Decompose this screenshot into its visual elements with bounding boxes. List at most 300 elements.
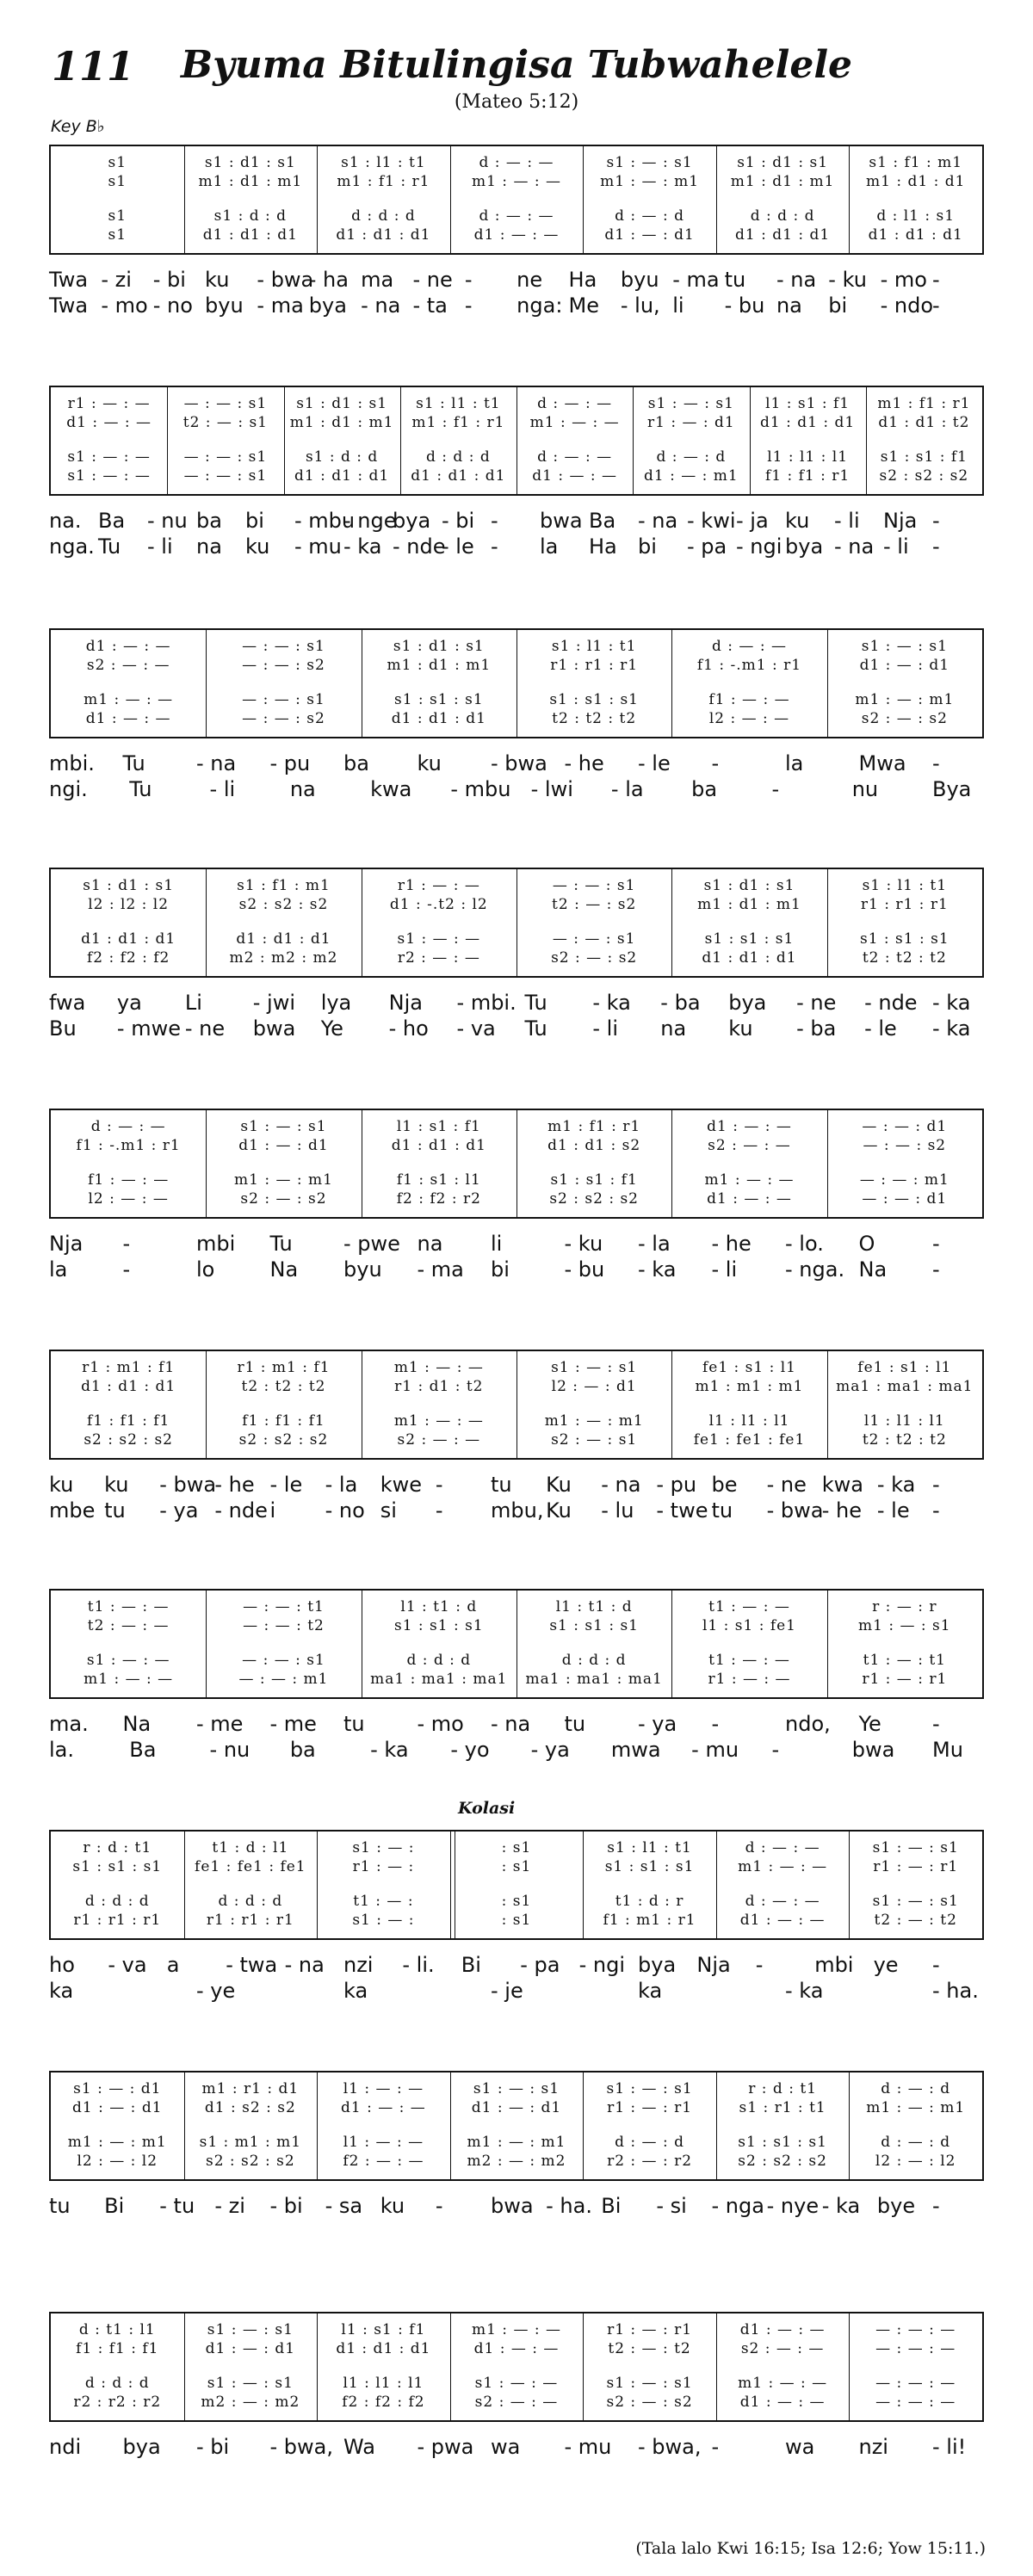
measure — [51, 1591, 206, 1701]
solfa-part: t2 : t2 : t2 — [862, 1431, 947, 1449]
lyric-syllable: - na — [638, 509, 678, 533]
bar-line — [450, 2313, 451, 2420]
solfa-part: — : — : — — [875, 2340, 956, 2357]
solfa-part: d1 : d1 : s2 — [547, 1137, 641, 1154]
lyric-syllable: - bwa — [257, 268, 314, 292]
lyric-syllable: Ba — [589, 509, 616, 533]
lyric-syllable: ku — [49, 1473, 74, 1497]
lyric-syllable: ndo, — [785, 1712, 831, 1736]
lyric-line — [49, 1498, 984, 1523]
solfa-part: m1 : d1 : m1 — [697, 896, 801, 913]
solfa-part: d1 : d1 : d1 — [868, 226, 963, 244]
bar-line — [450, 1832, 451, 1938]
lyric-syllable: be — [711, 1473, 738, 1497]
lyric-syllable: bwa — [252, 1016, 296, 1041]
lyric-syllable: - bwa — [491, 751, 547, 775]
solfa-part: d1 : — : — — [707, 1190, 792, 1208]
lyric-syllable: - — [932, 1232, 940, 1256]
lyric-line — [49, 293, 984, 318]
solfa-part: s1 : — : — — [474, 2375, 559, 2392]
lyric-syllable: Ha — [568, 268, 597, 292]
lyric-syllable: - no — [325, 1498, 365, 1523]
lyric-syllable: kwa — [821, 1473, 863, 1497]
lyric-syllable: - ye — [196, 1979, 236, 2003]
lyric-syllable: - — [464, 293, 473, 318]
lyric-syllable: - he — [214, 1473, 255, 1497]
lyric-syllable: bwa — [491, 2194, 534, 2218]
lyric-line — [49, 508, 984, 534]
bar-line — [516, 1591, 517, 1697]
lyric-syllable: - — [932, 293, 940, 318]
solfa-part: — : — : s2 — [242, 657, 325, 674]
measure — [362, 1351, 516, 1461]
lyric-syllable: - ya — [638, 1712, 677, 1736]
lyric-syllable: - bwa — [159, 1473, 217, 1497]
lyric-syllable: - lo. — [785, 1232, 824, 1256]
lyric-syllable: la — [785, 751, 804, 775]
solfa-part: s1 : — : s1 — [551, 1359, 638, 1376]
lyric-syllable: ye — [873, 1953, 899, 1977]
solfa-part: — : — : s1 — [552, 930, 636, 948]
solfa-part: fe1 : fe1 : fe1 — [693, 1431, 806, 1449]
solfa-part: d1 : — : — — [739, 2321, 826, 2338]
lyric-syllable: lya — [320, 991, 352, 1015]
solfa-part: r1 : — : d1 — [647, 414, 735, 431]
lyric-syllable: - zi — [101, 268, 132, 292]
solfa-part: s2 : s2 : s2 — [238, 896, 329, 913]
solfa-part: s2 : s2 : s2 — [738, 2153, 827, 2170]
lyric-syllable: - pwa — [417, 2435, 474, 2459]
lyric-syllable: mbi. — [49, 751, 95, 775]
bar-line — [671, 1351, 672, 1458]
lyric-syllable: ba — [196, 509, 222, 533]
solfa-part: d1 : d1 : d1 — [81, 1378, 176, 1395]
solfa-part: m1 : — : — — [84, 1671, 174, 1688]
lyric-syllable: - tu — [159, 2194, 195, 2218]
bar-line — [716, 146, 717, 253]
lyric-syllable: - ne — [796, 991, 837, 1015]
lyric-syllable: la — [49, 1257, 68, 1282]
solfa-part: d1 : — : — — [473, 2340, 560, 2357]
lyric-syllable: - lu — [601, 1498, 634, 1523]
lyric-syllable: kwe — [380, 1473, 423, 1497]
lyric-syllable: O — [858, 1232, 875, 1256]
lyric-syllable: Wa — [343, 2435, 375, 2459]
solfa-part: m1 : — : m1 — [544, 1412, 644, 1430]
lyric-line — [49, 1711, 984, 1737]
solfa-part: l1 : t1 : d — [555, 1598, 633, 1615]
lyric-syllable: byu — [620, 268, 659, 292]
lyric-syllable: - le — [876, 1498, 910, 1523]
solfa-part: s2 : — : s2 — [606, 2394, 693, 2411]
solfa-part: s1 : — : — — [397, 930, 481, 948]
bar-line — [317, 146, 318, 253]
lyric-syllable: - ka — [638, 1257, 677, 1282]
solfa-part: — : — : d1 — [862, 1190, 948, 1208]
lyric-syllable: mbi — [814, 1953, 854, 1977]
measure — [51, 1110, 206, 1220]
measure — [362, 630, 516, 740]
solfa-part: t2 : — : — — [87, 1617, 170, 1634]
lyric-syllable: byu — [205, 293, 244, 318]
lyric-syllable: - mbi. — [456, 991, 516, 1015]
lyric-syllable: - mu — [294, 534, 342, 559]
lyric-syllable: Li — [184, 991, 202, 1015]
lyric-syllable: - mbu — [294, 509, 356, 533]
measure — [206, 1351, 361, 1461]
measure — [450, 2313, 584, 2424]
solfa-part: s1 : d1 : s1 — [737, 154, 829, 171]
measure — [849, 2313, 982, 2424]
lyric-syllable: - la — [325, 1473, 358, 1497]
staff-box — [49, 1589, 984, 1699]
solfa-part: l2 : — : — — [88, 1190, 169, 1208]
lyric-syllable: - bwa — [766, 1498, 824, 1523]
solfa-part: m1 : — : m1 — [855, 691, 955, 708]
solfa-part: s1 : — : s1 — [606, 2080, 693, 2097]
lyric-syllable: - nu — [147, 509, 188, 533]
staff-box — [49, 2312, 984, 2422]
lyric-syllable: - bwa, — [638, 2435, 702, 2459]
bar-line — [750, 387, 751, 494]
solfa-part: m1 : — : m1 — [234, 1171, 333, 1189]
lyric-syllable: - — [755, 1953, 764, 1977]
measure — [671, 1351, 826, 1461]
lyric-syllable: nga. — [49, 534, 95, 559]
lyric-syllable: - he — [821, 1498, 863, 1523]
lyric-syllable: mbe — [49, 1498, 96, 1523]
measure — [284, 387, 400, 497]
solfa-part: s1 : — : s1 — [240, 1118, 327, 1135]
lyric-syllable: - he — [711, 1232, 752, 1256]
lyric-syllable: tu — [564, 1712, 586, 1736]
solfa-part: d1 : d1 : d1 — [294, 467, 390, 485]
lyric-syllable: Nja — [388, 991, 423, 1015]
solfa-part: s1 : — : — [352, 1839, 415, 1856]
solfa-part: r1 : — : r1 — [873, 1858, 959, 1875]
solfa-part: s1 : d1 : s1 — [204, 154, 296, 171]
lyric-syllable: - no — [152, 293, 193, 318]
solfa-part: d : — : — — [479, 207, 554, 225]
lyric-line — [49, 2193, 984, 2219]
solfa-part: f1 : f1 : r1 — [765, 467, 851, 485]
staff-box — [49, 386, 984, 496]
solfa-part: r1 : — : r1 — [607, 2099, 693, 2116]
lyric-syllable: - bu — [724, 293, 765, 318]
measure — [671, 869, 826, 979]
solfa-part: t1 : d : r — [615, 1893, 684, 1910]
solfa-part: r1 : — : r1 — [862, 1671, 948, 1688]
lyric-syllable: - la — [610, 777, 644, 801]
lyric-syllable: Bi — [601, 2194, 622, 2218]
solfa-part: d : — : — — [537, 395, 613, 412]
lyric-syllable: - ho — [388, 1016, 429, 1041]
lyric-syllable: - mu — [691, 1738, 739, 1762]
lyric-syllable: - ku — [564, 1232, 603, 1256]
lyric-syllable: na — [660, 1016, 687, 1041]
staff-box — [49, 145, 984, 255]
lyric-syllable: - mo — [417, 1712, 464, 1736]
bar-line — [206, 869, 207, 976]
lyric-syllable: - ba — [796, 1016, 837, 1041]
lyric-syllable: Mwa — [858, 751, 906, 775]
solfa-part: l1 : s1 : fe1 — [702, 1617, 797, 1634]
measure — [184, 146, 318, 256]
solfa-part: s1 — [108, 154, 127, 171]
solfa-part: s1 : d1 : s1 — [83, 877, 175, 894]
lyric-line — [49, 1952, 984, 1978]
solfa-part: t1 : — : — — [87, 1598, 170, 1615]
lyric-syllable: tu — [724, 268, 746, 292]
bar-line — [206, 1110, 207, 1217]
solfa-part: s1 : d1 : s1 — [296, 395, 388, 412]
lyric-syllable: - ngi — [736, 534, 782, 559]
lyric-syllable: ne — [516, 268, 543, 292]
solfa-part: : s1 — [501, 1912, 532, 1929]
lyric-syllable: nu — [851, 777, 879, 801]
solfa-part: s1 : s1 : s1 — [859, 930, 949, 948]
lyric-syllable: - na — [196, 751, 237, 775]
hymn-header — [47, 43, 986, 138]
solfa-part: s1 : f1 : m1 — [869, 154, 963, 171]
lyric-syllable: - ka — [932, 1016, 971, 1041]
solfa-part: s2 : s2 : s2 — [549, 1190, 640, 1208]
solfa-part: m1 : f1 : r1 — [547, 1118, 641, 1135]
lyric-syllable: mwa — [610, 1738, 661, 1762]
solfa-part: s1 : — : s1 — [872, 1839, 959, 1856]
solfa-part: m1 : — : — — [393, 1412, 484, 1430]
solfa-part: s1 : — : s1 — [207, 2375, 294, 2392]
lyric-line — [49, 267, 984, 293]
solfa-part: l2 : — : l2 — [875, 2153, 956, 2170]
lyric-syllable: - ha. — [546, 2194, 592, 2218]
bar-line — [827, 630, 828, 737]
bar-line — [317, 2073, 318, 2179]
solfa-part: m1 : d1 : m1 — [387, 657, 492, 674]
lyric-syllable: nga: — [516, 293, 563, 318]
lyric-syllable: Tu — [122, 751, 145, 775]
solfa-part: fe1 : fe1 : fe1 — [195, 1858, 306, 1875]
solfa-part: s1 : s1 : s1 — [604, 1858, 695, 1875]
lyric-syllable: na. — [49, 509, 82, 533]
measure — [866, 387, 982, 497]
solfa-part: d1 : d1 : d1 — [735, 226, 831, 244]
solfa-part: l1 : l1 : l1 — [708, 1412, 790, 1430]
lyric-syllable: Bi — [104, 2194, 125, 2218]
solfa-part: s1 : s1 : s1 — [549, 691, 640, 708]
solfa-part: d1 : d1 : d1 — [702, 949, 797, 967]
lyric-syllable: bi — [638, 534, 657, 559]
solfa-part: m1 : f1 : r1 — [877, 395, 971, 412]
lyric-syllable: tu — [104, 1498, 126, 1523]
bar-line — [716, 2073, 717, 2179]
solfa-part: — : — : s2 — [863, 1137, 947, 1154]
lyric-syllable: - — [122, 1232, 131, 1256]
bar-line — [167, 387, 168, 494]
lyric-syllable: - li — [209, 777, 236, 801]
solfa-part: s1 : — : s1 — [207, 2321, 294, 2338]
solfa-part: s1 : — : d1 — [73, 2080, 162, 2097]
lyric-syllable: - ba — [660, 991, 701, 1015]
lyric-line — [49, 990, 984, 1016]
lyric-syllable: - yo — [450, 1738, 490, 1762]
solfa-part: r1 : r1 : r1 — [206, 1912, 294, 1929]
lyric-syllable: - ngi — [578, 1953, 625, 1977]
lyric-line — [49, 534, 984, 559]
staff-box — [49, 868, 984, 978]
solfa-part: s1 : s1 : f1 — [550, 1171, 638, 1189]
solfa-part: r1 : — : r1 — [607, 2321, 693, 2338]
lyric-syllable: - la — [638, 1232, 671, 1256]
solfa-part: d : — : d — [656, 448, 727, 466]
lyric-syllable: - bu — [564, 1257, 605, 1282]
solfa-part: r1 : — : — [352, 1858, 415, 1875]
bar-line — [827, 1351, 828, 1458]
solfa-part: s2 : — : s1 — [551, 1431, 638, 1449]
lyric-syllable: Ku — [546, 1498, 572, 1523]
solfa-part: s1 : s1 : s1 — [393, 691, 484, 708]
lyric-syllable: bya — [728, 991, 767, 1015]
lyric-syllable: - nde — [864, 991, 918, 1015]
solfa-part: s1 : — : — [352, 1912, 415, 1929]
measure — [206, 1110, 361, 1220]
lyric-syllable: tu — [711, 1498, 733, 1523]
bar-line — [849, 146, 850, 253]
solfa-part: l1 : s1 : f1 — [341, 2321, 426, 2338]
bar-line — [184, 2313, 185, 2420]
measure — [51, 630, 206, 740]
solfa-part: s2 : — : s2 — [861, 710, 948, 727]
solfa-part: l1 : — : — — [343, 2134, 424, 2151]
solfa-part: s1 : l1 : t1 — [416, 395, 501, 412]
measure — [362, 869, 516, 979]
lyric-syllable: ku — [785, 509, 810, 533]
measure — [51, 1351, 206, 1461]
solfa-part: d : — : d — [615, 207, 684, 225]
lyric-syllable: - li — [883, 534, 909, 559]
solfa-part: m1 : f1 : r1 — [337, 173, 430, 190]
solfa-part: m1 : — : — — [393, 1359, 484, 1376]
solfa-part: l2 : — : — — [708, 710, 790, 727]
measure — [400, 387, 516, 497]
solfa-part: t1 : d : l1 — [212, 1839, 289, 1856]
solfa-part: d1 : — : — — [66, 414, 152, 431]
lyric-syllable: Me — [568, 293, 599, 318]
lyric-line — [49, 776, 984, 802]
solfa-part: m2 : — : m2 — [201, 2394, 300, 2411]
solfa-part: — : — : s1 — [242, 638, 325, 655]
lyric-syllable: - le — [638, 751, 671, 775]
solfa-part: d1 : d1 : t2 — [878, 414, 970, 431]
lyric-syllable: Ku — [546, 1473, 572, 1497]
solfa-part: r1 : m1 : f1 — [237, 1359, 331, 1376]
lyric-syllable: ku — [104, 1473, 129, 1497]
solfa-part: d1 : d1 : d1 — [236, 930, 331, 948]
solfa-part: d : d : d — [406, 1652, 472, 1669]
solfa-part: s2 : — : — — [86, 657, 170, 674]
lyric-line — [49, 2434, 984, 2460]
bar-line — [450, 146, 451, 253]
solfa-part: t2 : — : t2 — [874, 1912, 957, 1929]
lyric-syllable: i — [269, 1498, 276, 1523]
lyric-syllable: ba — [343, 751, 369, 775]
lyric-syllable: - — [932, 534, 940, 559]
lyric-syllable: - — [771, 1738, 780, 1762]
lyric-syllable: - mo — [880, 268, 927, 292]
lyric-syllable: Ha — [589, 534, 617, 559]
solfa-part: — : — : m1 — [859, 1171, 949, 1189]
solfa-part: f2 : f2 : f2 — [86, 949, 170, 967]
measure — [583, 2073, 716, 2183]
solfa-part: d1 : — : d1 — [205, 2340, 296, 2357]
measure — [362, 1110, 516, 1220]
solfa-part: s1 : r1 : t1 — [739, 2099, 826, 2116]
lyric-syllable: - li — [834, 509, 860, 533]
lyric-syllable: a — [166, 1953, 180, 1977]
measure — [184, 2313, 318, 2424]
solfa-part: d1 : d1 : d1 — [391, 710, 486, 727]
solfa-part: d : d : d — [750, 207, 815, 225]
measure — [51, 2313, 184, 2424]
solfa-part: m1 : — : — — [738, 1858, 828, 1875]
solfa-part: s1 : s1 : s1 — [549, 1617, 640, 1634]
solfa-part: d1 : -.t2 : l2 — [389, 896, 488, 913]
solfa-part: — : — : s1 — [242, 1652, 325, 1669]
solfa-part: t2 : t2 : t2 — [241, 1378, 326, 1395]
lyric-syllable: - va — [108, 1953, 147, 1977]
solfa-part: f2 : f2 : f2 — [342, 2394, 425, 2411]
lyric-syllable: - zi — [214, 2194, 245, 2218]
solfa-part: s1 : l1 : t1 — [607, 1839, 692, 1856]
lyric-syllable: ho — [49, 1953, 75, 1977]
lyric-syllable: - twa — [226, 1953, 278, 1977]
lyric-syllable: - — [491, 509, 498, 533]
lyric-syllable: bwa — [851, 1738, 895, 1762]
solfa-part: t2 : t2 : t2 — [862, 949, 947, 967]
solfa-part: s1 : d1 : s1 — [393, 638, 485, 655]
lyric-syllable: - pu — [656, 1473, 697, 1497]
bar-line — [671, 1591, 672, 1697]
lyric-syllable: Twa — [49, 268, 89, 292]
solfa-part: ma1 : ma1 : ma1 — [370, 1671, 508, 1688]
lyric-syllable: - na — [601, 1473, 641, 1497]
solfa-part: — : — : s2 — [242, 710, 325, 727]
lyric-syllable: - lu, — [620, 293, 660, 318]
measure — [51, 387, 167, 497]
lyric-syllable: mbi — [196, 1232, 236, 1256]
lyric-syllable: Tu — [269, 1232, 293, 1256]
solfa-part: d1 : d1 : d1 — [202, 226, 298, 244]
bar-line — [284, 387, 285, 494]
bar-line — [450, 2073, 451, 2179]
lyric-syllable: bye — [876, 2194, 916, 2218]
lyric-syllable: - na — [491, 1712, 531, 1736]
solfa-part: t1 : — : — — [708, 1598, 790, 1615]
lyric-syllable: - ma — [672, 268, 720, 292]
solfa-part: t1 : — : — — [708, 1652, 790, 1669]
solfa-part: s1 : — : — — [67, 448, 151, 466]
solfa-part: m1 : m1 : m1 — [695, 1378, 804, 1395]
bar-line — [849, 2313, 850, 2420]
solfa-part: : s1 — [501, 1858, 532, 1875]
solfa-part: d : — : — — [479, 154, 554, 171]
solfa-part: s1 : l1 : t1 — [341, 154, 426, 171]
measure — [716, 2073, 850, 2183]
solfa-part: s1 : — : — — [86, 1652, 170, 1669]
lyric-syllable: bya — [122, 2435, 161, 2459]
lyric-syllable: - — [711, 751, 720, 775]
solfa-part: d1 : — : — — [473, 226, 560, 244]
